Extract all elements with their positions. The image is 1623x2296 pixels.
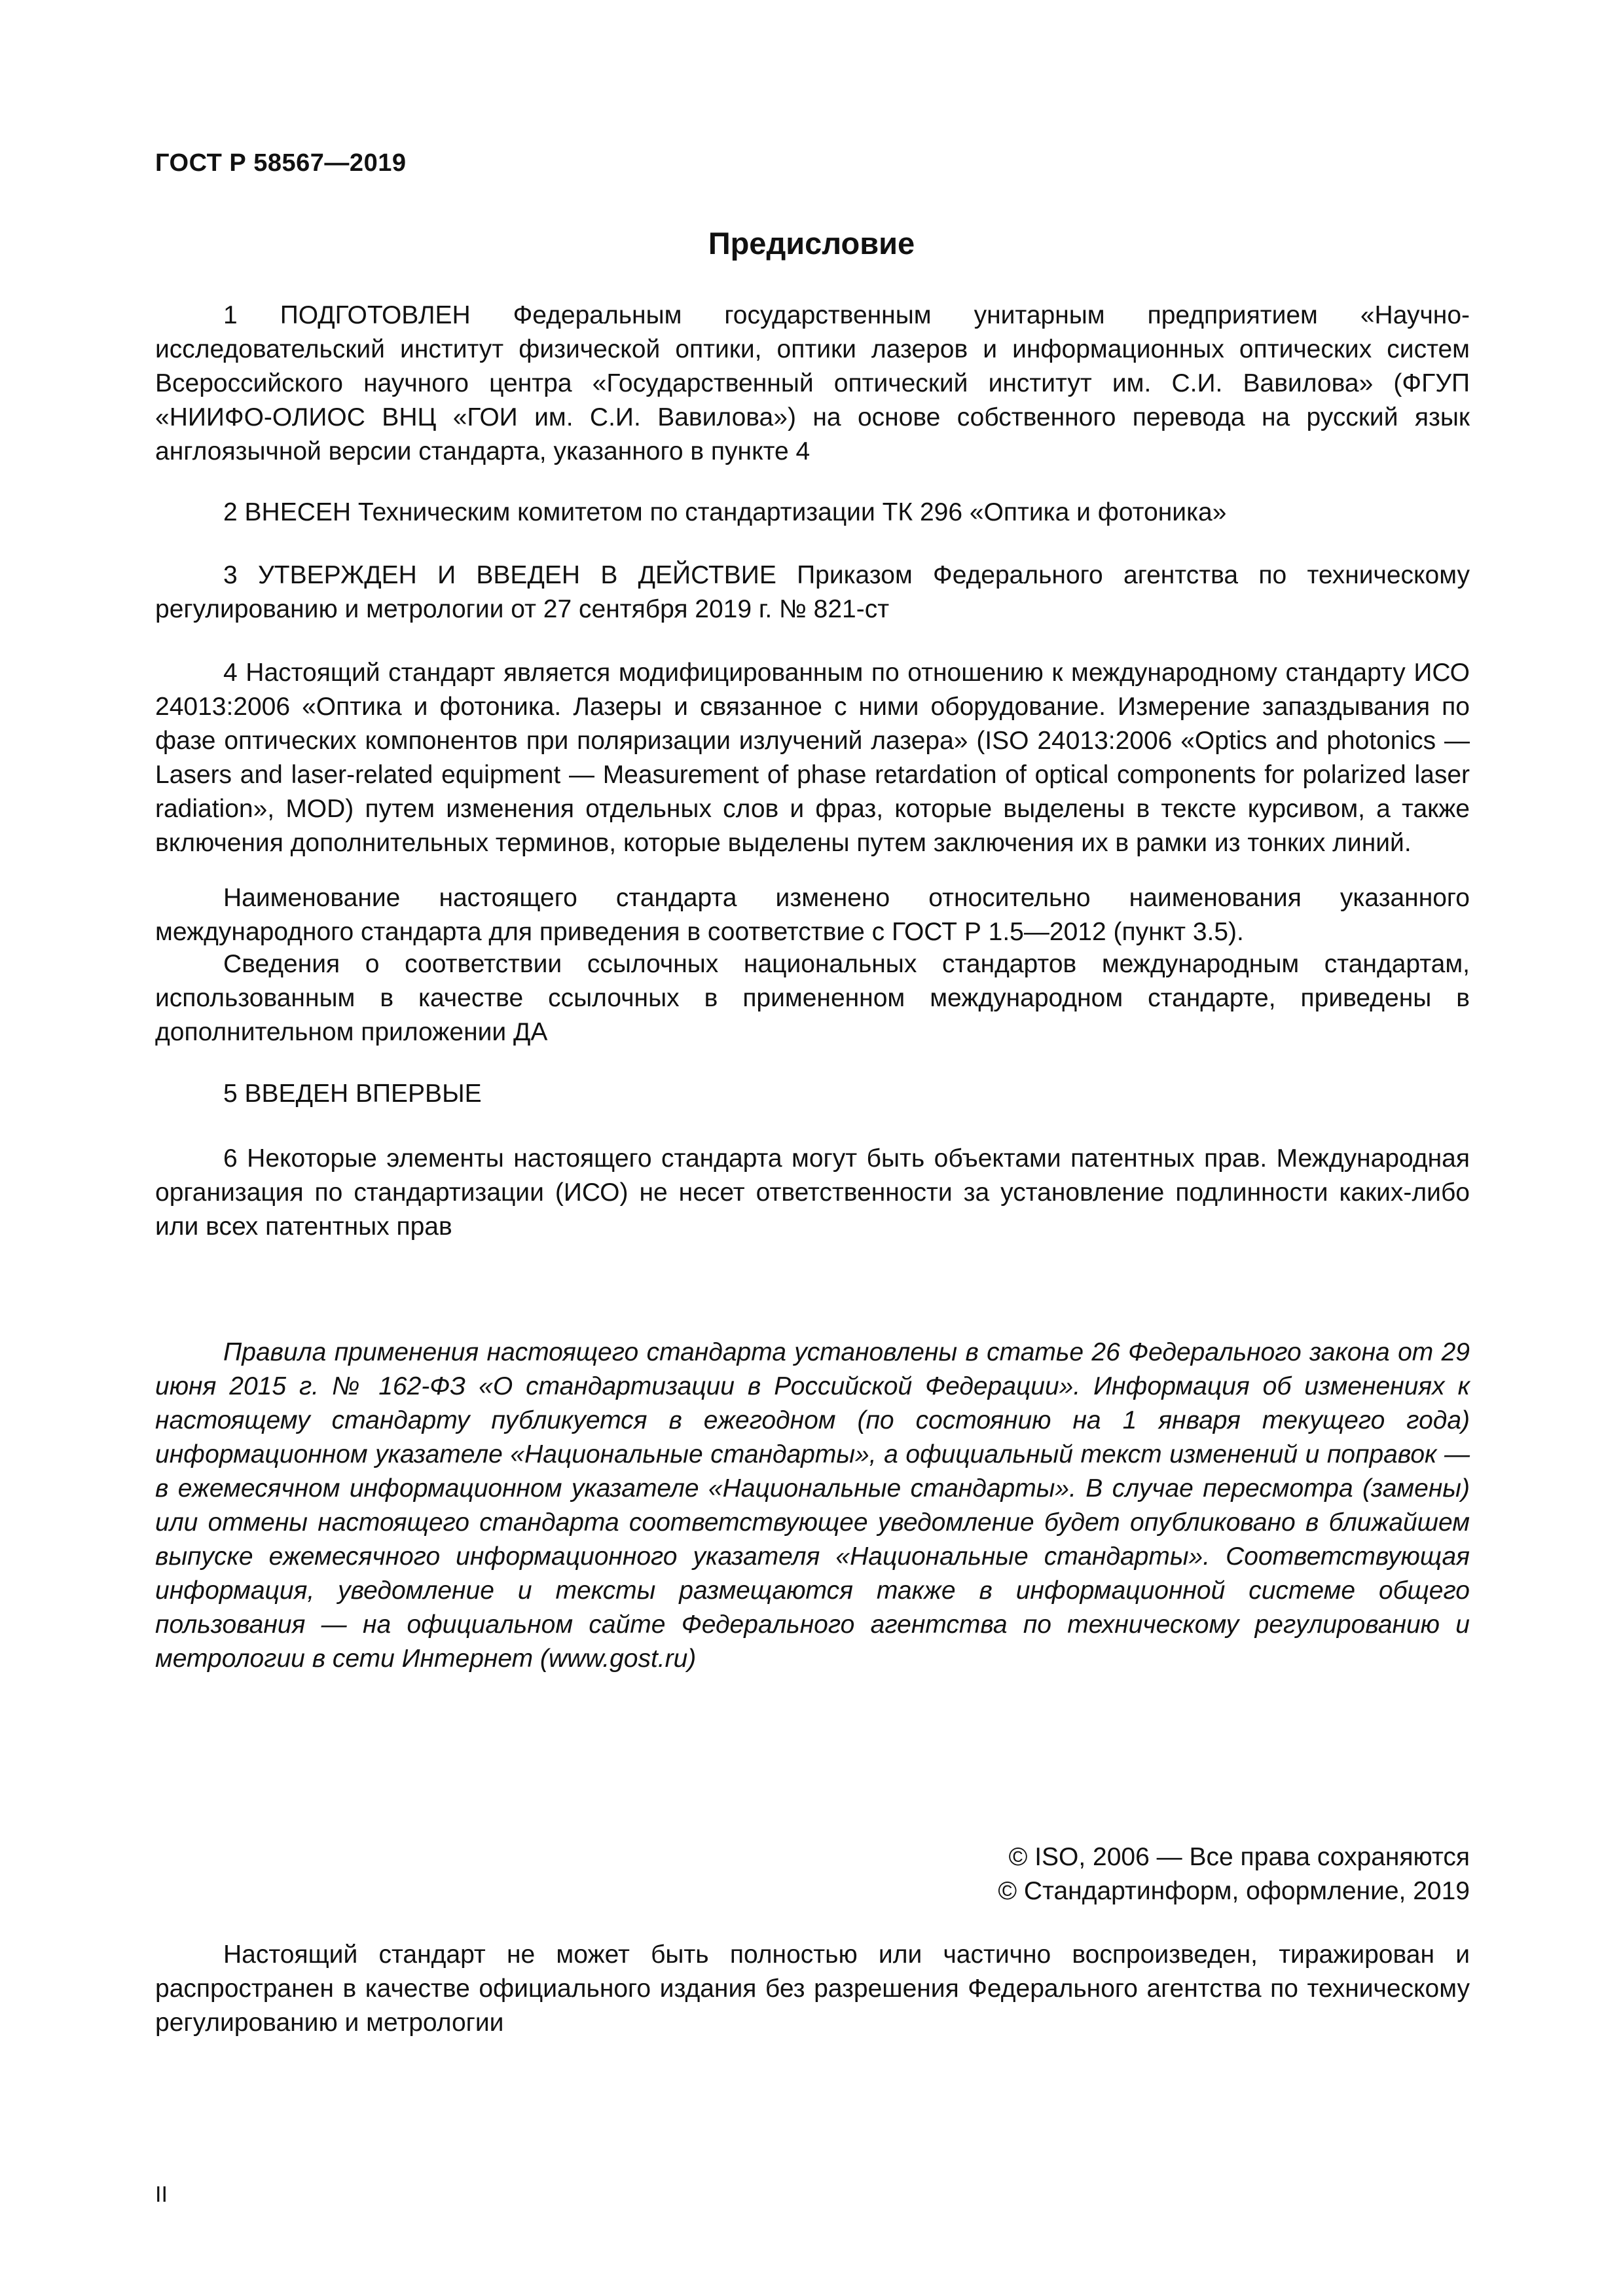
rules-of-application-notice: Правила применения настоящего стандарта установлены в статье 26 Федерального закона от 29 июня 2015 г. № 162-ФЗ «О стандартизации в Российской Федерации». Информация об изменениях к настоящему стандарту публикуется в ежегодном (по состоянию на 1 января текущего года) информационном указателе «Национальные стандарты», а официальный текст изменений и поправок — в ежемесячном информационном указателе «Национальные стандарты». В случае пересмотра (замены) или отмены настоящего стандарта соответствующее уведомление будет опубликовано в ближайшем выпуске ежемесячного информационного указателя «Национальные стандарты». Соответствующая информация, уведомление и тексты размещаются также в информационной системе общего пользования — на официальном сайте Федерального агентства по техническому регулированию и метрологии в сети Интернет (www.gost.ru) (155, 1338, 1470, 1673)
foreword-item-4-paragraph-2: Наименование настоящего стандарта изменено относительно наименования указанного международного стандарта для приведения в соответствие с ГОСТ Р 1.5—2012 (пункт 3.5). (155, 884, 1470, 946)
reproduction-notice: Настоящий стандарт не может быть полностью или частично воспроизведен, тиражирован и распространен в качестве официального издания без разрешения Федерального агентства по техническому регулированию и метрологии (155, 1941, 1470, 2037)
foreword-item-4-paragraph-3: Сведения о соответствии ссылочных национальных стандартов международным стандартам, использованным в качестве ссылочных в примененном международном стандарте, приведены в дополнительном приложении ДА (155, 950, 1470, 1046)
document-code: ГОСТ Р 58567—2019 (155, 149, 407, 177)
copyright-iso: © ISO, 2006 — Все права сохраняются (1008, 1843, 1470, 1871)
copyright-standartinform: © Стандартинформ, оформление, 2019 (998, 1877, 1470, 1905)
foreword-item-5: 5 ВВЕДЕН ВПЕРВЫЕ (223, 1080, 482, 1108)
page-title: Предисловие (708, 226, 915, 261)
foreword-item-2: 2 ВНЕСЕН Техническим комитетом по стандартизации ТК 296 «Оптика и фотоника» (223, 498, 1227, 526)
page-number: II (155, 2182, 168, 2207)
foreword-item-6: 6 Некоторые элементы настоящего стандарта могут быть объектами патентных прав. Международная организация по стандартизации (ИСО) не несет ответственности за установление подлинности каких-либо или всех патентных прав (155, 1144, 1470, 1241)
foreword-item-4-paragraph-1: 4 Настоящий стандарт является модифицированным по отношению к международному стандарту ИСО 24013:2006 «Оптика и фотоника. Лазеры и связанное с ними оборудование. Измерение запаздывания по фазе оптических компонентов при поляризации излучений лазера» (ISO 24013:2006 «Optics and photonics — Lasers and laser-related equipment — Measurement of phase retardation of optical components for polarized laser radiation», MOD) путем изменения отдельных слов и фраз, которые выделены в тексте курсивом, а также включения дополнительных терминов, которые выделены путем заключения их в рамки из тонких линий. (155, 659, 1470, 857)
foreword-item-3: 3 УТВЕРЖДЕН И ВВЕДЕН В ДЕЙСТВИЕ Приказом Федерального агентства по техническому регулированию и метрологии от 27 сентября 2019 г. № 821-ст (155, 561, 1470, 623)
foreword-item-1: 1 ПОДГОТОВЛЕН Федеральным государственным унитарным предприятием «Научно-исследовательский институт физической оптики, оптики лазеров и информационных оптических систем Всероссийского научного центра «Государственный оптический институт им. С.И. Вавилова» (ФГУП «НИИФО-ОЛИОС ВНЦ «ГОИ им. С.И. Вавилова») на основе собственного перевода на русский язык англоязычной версии стандарта, указанного в пункте 4 (155, 301, 1470, 465)
